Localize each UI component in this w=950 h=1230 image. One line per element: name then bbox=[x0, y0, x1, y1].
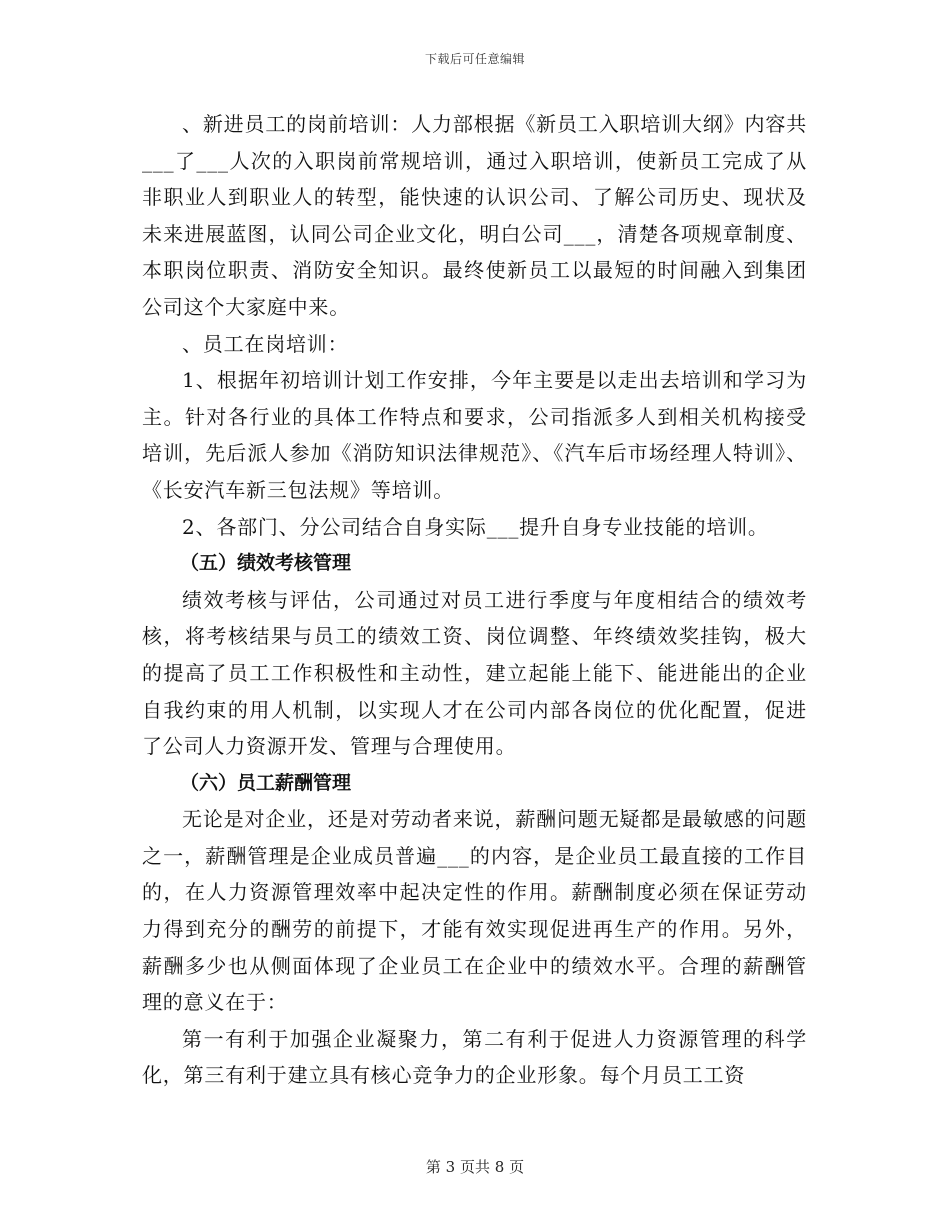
paragraph-onjob-training-title: 、员工在岗培训： bbox=[182, 331, 349, 356]
paragraph-training-item-1: 1、根据年初培训计划工作安排，今年主要是以走出去培训和学习为主。针对各行业的具体工作特点和要求，公司指派多人到相关机构接受培训，先后派人参加《消防知识法律规范》、《汽车后市场经理人特训》、《长安汽车新三包法规》等培训。 bbox=[142, 368, 807, 502]
page-footer: 第 3 页共 8 页 bbox=[425, 1158, 525, 1176]
section-heading-compensation: （六）员工薪酬管理 bbox=[180, 771, 352, 794]
paragraph-new-employee-training: 、新进员工的岗前培训：人力部根据《新员工入职培训大纲》内容共___了___人次的入职岗前常规培训，通过入职培训，使新员工完成了从非职业人到职业人的转型，能快速的认识公司、了解公司历史、现状及未来进展蓝图，认同公司企业文化，明白公司___，清楚各项规章制度、本职岗位职责、消防安全知识。最终使新员工以最短的时间融入到集团公司这个大家庭中来。 bbox=[142, 112, 807, 319]
page-header: 下载后可任意编辑 bbox=[424, 52, 525, 66]
paragraph-performance: 绩效考核与评估，公司通过对员工进行季度与年度相结合的绩效考核，将考核结果与员工的绩效工资、岗位调整、年终绩效奖挂钩，极大的提高了员工工作积极性和主动性，建立起能上能下、能进能出的企业自我约束的用人机制，以实现人才在公司内部各岗位的优化配置，促进了公司人力资源开发、管理与合理使用。 bbox=[142, 587, 807, 759]
document-body bbox=[142, 106, 807, 1094]
paragraph-compensation: 无论是对企业，还是对劳动者来说，薪酬问题无疑都是最敏感的问题之一，薪酬管理是企业成员普遍___的内容，是企业员工最直接的工作目的，在人力资源管理效率中起决定性的作用。薪酬制度必须在保证劳动力得到充分的酬劳的前提下，才能有效实现促进再生产的作用。另外，薪酬多少也从侧面体现了企业员工在企业中的绩效水平。合理的薪酬管理的意义在于： bbox=[142, 807, 807, 1015]
paragraph-compensation-benefits: 第一有利于加强企业凝聚力，第二有利于促进人力资源管理的科学化，第三有利于建立具有核心竞争力的企业形象。每个月员工工资 bbox=[142, 1026, 807, 1088]
section-heading-performance: （五）绩效考核管理 bbox=[180, 552, 352, 575]
paragraph-training-item-2: 2、各部门、分公司结合自身实际___提升自身专业技能的培训。 bbox=[182, 514, 769, 539]
